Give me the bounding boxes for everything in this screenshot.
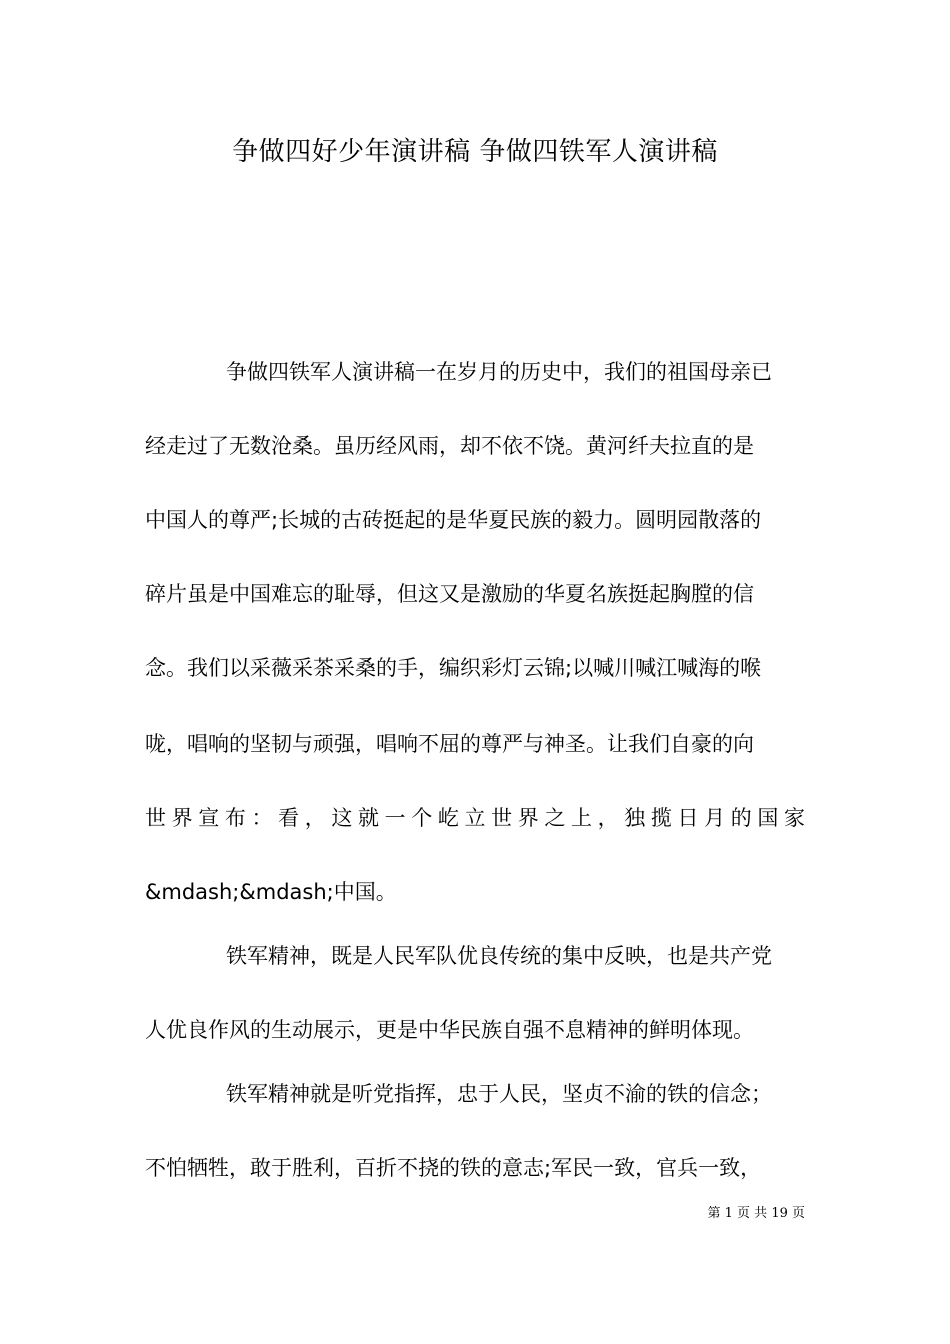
paragraph-3-line-1: 铁军精神就是听党指挥，忠于人民，坚贞不渝的铁的信念； (226, 1082, 772, 1106)
page-number: 第 1 页 共 19 页 (707, 1206, 805, 1221)
paragraph-1-line-5: 念。我们以采薇采茶采桑的手，编织彩灯云锦;以喊川喊江喊海的喉 (145, 656, 762, 680)
document-title: 争做四好少年演讲稿 争做四铁军人演讲稿 (232, 137, 718, 167)
paragraph-3-line-2: 不怕牺牲，敢于胜利，百折不挠的铁的意志;军民一致，官兵一致， (145, 1156, 762, 1180)
paragraph-1-line-7: 世界宣布：看，这就一个屹立世界之上，独揽日月的国家 (145, 806, 805, 830)
paragraph-2-line-1: 铁军精神，既是人民军队优良传统的集中反映，也是共产党 (226, 944, 772, 968)
paragraph-1-line-1: 争做四铁军人演讲稿一在岁月的历史中，我们的祖国母亲已 (226, 360, 772, 384)
paragraph-1-line-3: 中国人的尊严;长城的古砖挺起的是华夏民族的毅力。圆明园散落的 (145, 508, 762, 532)
paragraph-1-line-2: 经走过了无数沧桑。虽历经风雨，却不依不饶。黄河纤夫拉直的是 (145, 434, 754, 458)
paragraph-1-line-8: &mdash;&mdash;中国。 (145, 880, 397, 904)
paragraph-1-line-6: 咙，唱响的坚韧与顽强，唱响不屈的尊严与神圣。让我们自豪的向 (145, 732, 754, 756)
paragraph-2-line-2: 人优良作风的生动展示，更是中华民族自强不息精神的鲜明体现。 (145, 1018, 754, 1042)
paragraph-1-line-4: 碎片虽是中国难忘的耻辱，但这又是激励的华夏名族挺起胸膛的信 (145, 582, 754, 606)
